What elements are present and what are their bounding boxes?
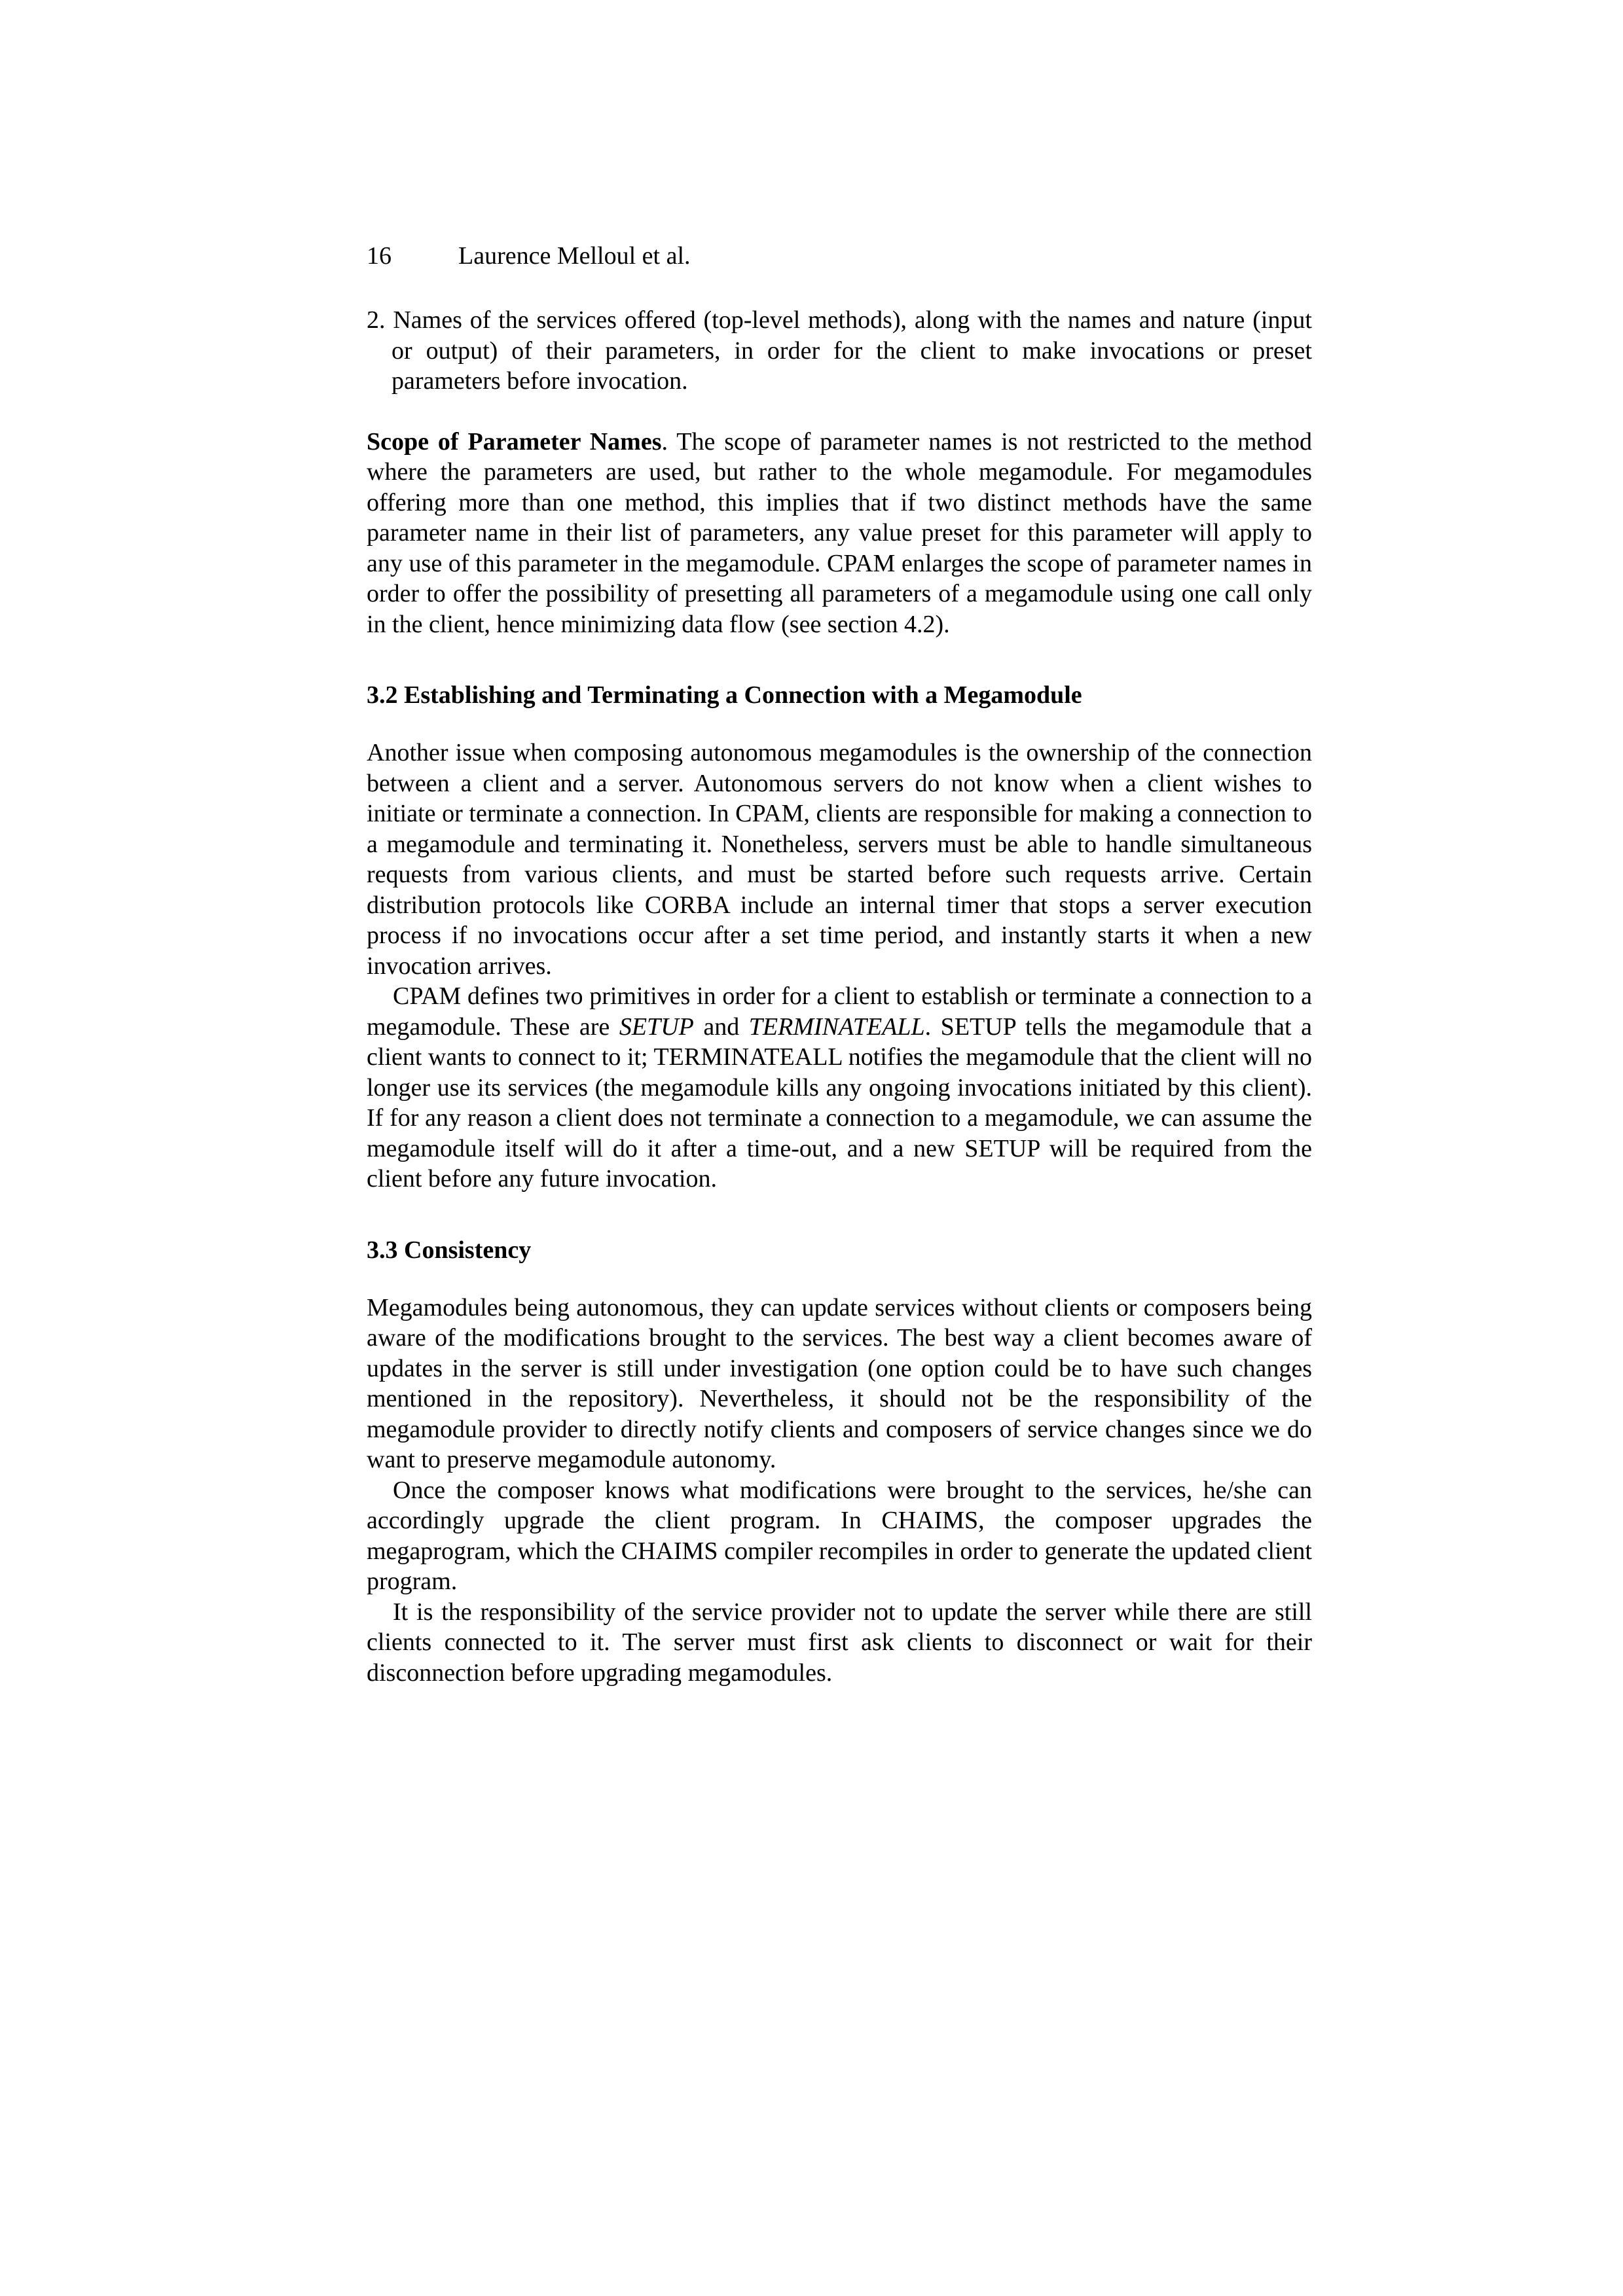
section-3-3-heading: 3.3 Consistency — [367, 1236, 532, 1264]
section-3-3-paragraph-1: Megamodules being autonomous, they can update services without clients or composers being aware of the modifications brought to the services. The best way a client becomes aware of updates in the server is still under investigation (one option could be to have such changes mentioned in the repository). Nevertheless, it should not be the responsibility of the megamodule provider to directly notify clients and composers of service changes since we do want to preserve megamodule autonomy. — [367, 1293, 1312, 1473]
section-3-2-paragraph-2 — [367, 981, 1312, 1194]
running-head-authors: Laurence Melloul et al. — [458, 242, 691, 270]
section-3-2-paragraph-1: Another issue when composing autonomous megamodules is the ownership of the connection between a client and a server. Autonomous servers do not know when a client wishes to initiate or terminate a connection. In CPAM, clients are responsible for making a connection to a megamodule and terminating it. Nonetheless, servers must be able to handle simultaneous requests from various clients, and must be started before such requests arrive. Certain distribution protocols like CORBA include an internal timer that stops a server execution process if no invocations occur after a set time period, and instantly starts it when a new invocation arrives. — [367, 739, 1312, 980]
setup-term: SETUP — [619, 1013, 694, 1041]
section-3-3-paragraph-2: Once the composer knows what modifications were brought to the services, he/she can accordingly upgrade the client program. In CHAIMS, the composer upgrades the megaprogram, which the CHAIMS compiler recompiles in order to generate the updated client program. — [367, 1476, 1312, 1595]
p2-text-and: and — [693, 1013, 749, 1041]
page-number: 16 — [367, 242, 392, 270]
list-item-number: 2. — [367, 306, 386, 334]
section-3-3-paragraph-3: It is the responsibility of the service provider not to update the server while there are still clients connected to it. The server must first ask clients to disconnect or wait for their disconnection before upgrading megamodules. — [367, 1598, 1312, 1687]
scope-text: . The scope of parameter names is not restricted to the method where the parameters are used, but rather to the whole megamodule. For megamodules offering more than one method, this implies that if two distinct methods have the same parameter name in their list of parameters, any value preset for this parameter will apply to any use of this parameter in the megamodule. CPAM enlarges the scope of parameter names in order to offer the possibility of presetting all parameters of a megamodule using one call only in the client, hence minimizing data flow (see section 4.2). — [367, 427, 1312, 638]
scope-paragraph — [367, 427, 1312, 640]
p2-text-b: . SETUP tells the megamodule that a client wants to connect to it; TERMINATEALL notifies the megamodule that the client will no longer use its services (the megamodule kills any ongoing invocations initiated by this client). If for any reason a client does not terminate a connection to a megamodule, we can assume the megamodule itself will do it after a time-out, and a new SETUP will be required from the client before any future invocation. — [367, 1013, 1312, 1193]
list-item-2 — [367, 305, 1312, 397]
scope-run-in-heading: Scope of Parameter Names — [367, 427, 662, 456]
p2-text-a: CPAM defines two primitives in order for a client to establish or terminate a connection to a megamodule. These are — [367, 982, 1312, 1041]
section-3-2-heading: 3.2 Establishing and Terminating a Connection with a Megamodule — [367, 681, 1082, 709]
running-head — [367, 241, 1312, 271]
list-item-text: Names of the services offered (top-level methods), along with the names and nature (input or output) of their parameters, in order for the client to make invocations or preset parameters before invocation. — [392, 306, 1312, 395]
page-body — [367, 241, 1312, 1688]
terminateall-term: TERMINATEALL — [748, 1013, 925, 1041]
